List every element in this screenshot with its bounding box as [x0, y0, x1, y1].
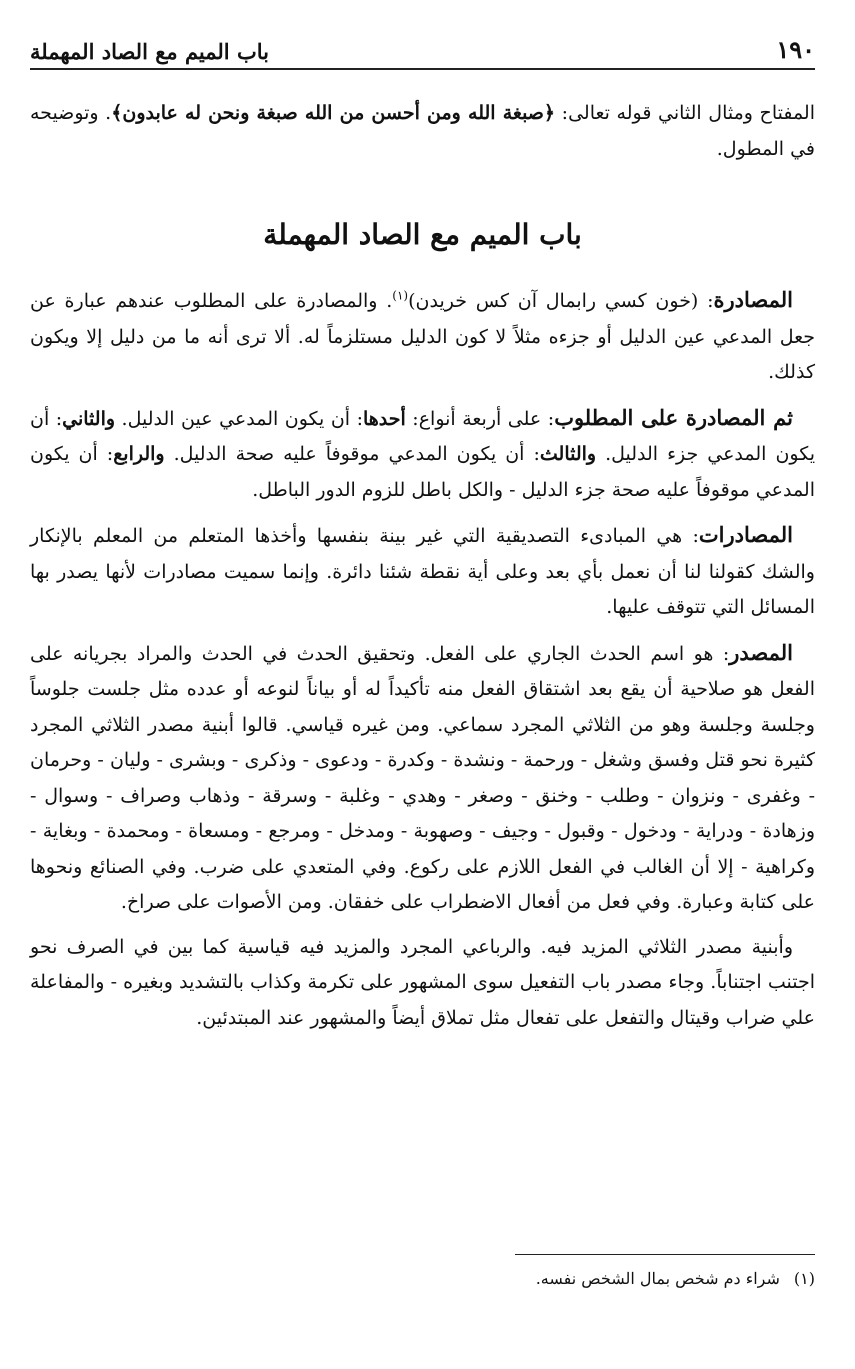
subterm: والرابع	[113, 443, 165, 465]
quran-verse: ﴿صبغة الله ومن أحسن من الله صبغة ونحن له عابدون﴾	[111, 102, 556, 124]
entries	[30, 282, 815, 1045]
entry-term: المصادرات	[698, 522, 793, 547]
entry-musadara-matlub	[30, 400, 815, 509]
entry-text: : (خون كسي رابمال آن كس خريدن)	[408, 290, 714, 312]
footnote-divider	[515, 1254, 815, 1255]
footnote-reference: (١)	[392, 288, 409, 303]
page-number: ١٩٠	[776, 35, 815, 64]
entry-text: : أن يكون المدعي عين الدليل.	[115, 407, 363, 430]
intro-tail: . وتوضيحه في المطول.	[30, 102, 815, 160]
running-title: باب الميم مع الصاد المهملة	[30, 39, 269, 64]
section-heading: باب الميم مع الصاد المهملة	[263, 218, 582, 251]
entry-text: وأبنية مصدر الثلاثي المزيد فيه. والرباعي المجرد والمزيد فيه قياسية كما بين في الصرف نحو اجتنب اجتناباً. وجاء مصدر باب التفعيل سوى المشهور على تكرمة وكذاب بالتشديد وبغيره - والمفاعلة علي ضراب وقيتال والتفعل على تفعال مثل تملاق أيضاً والمشهور عند المبتدئين.	[30, 935, 815, 1029]
subterm: أحدها	[362, 407, 406, 430]
entry-text: : على أربعة أنواع:	[405, 407, 555, 430]
entry-text: . والمصادرة على المطلوب عندهم عبارة عن جعل المدعي عين الدليل أو جزءه مثلاً لا كون الدليل مستلزماً له. ألا ترى أنه ما من دليل إلا ويكون كذلك.	[30, 290, 815, 383]
entry-term: المصادرة	[713, 287, 793, 312]
entry-text: : أن يكون المدعي موقوفاً عليه صحة جزء الدليل - والكل باطل للزوم الدور الباطل.	[30, 443, 815, 501]
entry-text: : هو اسم الحدث الجاري على الفعل. وتحقيق الحدث في الحدث والمراد بجريانه على الفعل هو صلاحية أن يقع بعد اشتقاق الفعل منه تأكيداً له أو بياناً لنوعه أو عدده مثل جلست جلوساً وجلسة وجلسة وهو من الثلاثي المجرد سماعي. ومن غيره قياسي. قالوا أبنية مصدر الثلاثي المجرد كثيرة نحو قتل وفسق وشغل - ورحمة - ونشدة - وكدرة - ودعوى - وذكرى - وبشرى - وليان - وحرمان - وغفرى - ونزوان - وطلب - وخنق - وصغر - وهدي - وغلبة - وسرقة - وذهاب وصراف - وسوال - وزهادة - ودراية - ودخول - وقبول - وجيف - وصهوبة - ومدخل - ومرجع - ومسعاة - ومحمدة - وبغاية - وكراهية - إلا أن الغالب في الفعل اللازم على ركوع. وفي المتعدي على ضرب. وفي الصنائع ونحوها على كتابة وعبارة. وفي فعل من أفعال الاضطراب على خفقان. ومن الأصوات على صراخ.	[30, 642, 815, 913]
entry-masdar	[30, 635, 815, 921]
intro-lead: المفتاح ومثال الثاني قوله تعالى:	[555, 102, 816, 124]
subterm: والثالث	[539, 443, 597, 465]
entry-abniya	[30, 930, 815, 1037]
entry-musadarat	[30, 517, 815, 626]
footnote-text: شراء دم شخص بمال الشخص نفسه.	[535, 1269, 780, 1288]
entry-text: : أن يكون المدعي موقوفاً عليه صحة الدليل.	[164, 443, 540, 465]
entry-text: : هي المبادىء التصديقية التي غير بينة بنفسها وأخذها المتعلم من المعلم بالإنكار والشك كقولنا لنا أن نعمل بأي بعد وعلى أية نقطة شئنا دائرة. وإنما سميت مصادرات لأنها يصدر بها المسائل التي تتوقف عليها.	[30, 525, 815, 618]
entry-term: المصدر	[729, 639, 793, 665]
running-header	[30, 30, 815, 70]
entry-term: ثم المصادرة على المطلوب	[554, 404, 793, 430]
footnote-number: (١)	[793, 1269, 815, 1288]
subterm: والثاني	[62, 407, 116, 430]
footnote	[30, 1266, 815, 1292]
book-page	[30, 0, 815, 1369]
entry-musadara	[30, 282, 815, 391]
entry-text: : أن يكون المدعي جزء الدليل.	[30, 407, 815, 465]
intro-paragraph	[30, 96, 815, 167]
